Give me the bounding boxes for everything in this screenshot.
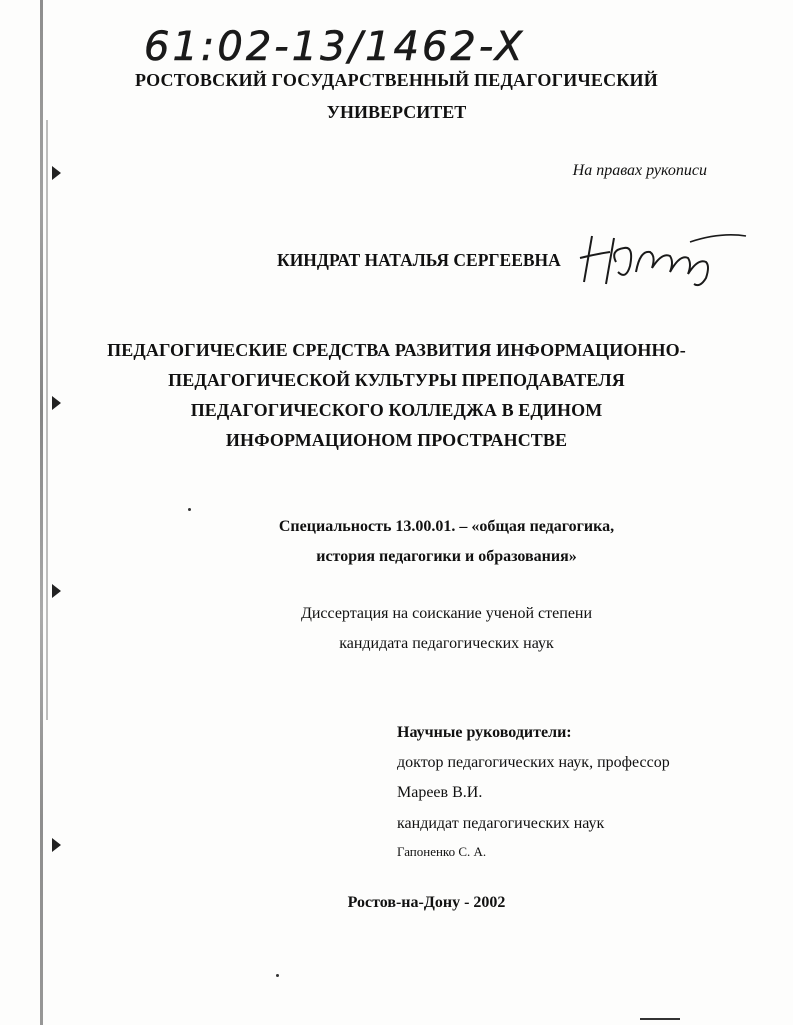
supervisor-line: Мареев В.И. xyxy=(397,784,483,801)
registry-number-text: 61:02-13/1462-X xyxy=(144,24,526,70)
city-year: Ростов-на-Дону - 2002 xyxy=(347,894,506,911)
university-name-line2: УНИВЕРСИТЕТ xyxy=(326,102,467,122)
scan-edge-line xyxy=(40,0,43,1025)
scan-marker-icon xyxy=(52,584,61,598)
supervisor-line: доктор педагогических наук, профессор xyxy=(397,754,670,771)
supervisor-line: Гапоненко С. А. xyxy=(397,844,487,859)
scan-marker-icon xyxy=(52,166,61,180)
dissertation-degree-line: кандидата педагогических наук xyxy=(339,635,554,652)
author-signature xyxy=(570,222,750,294)
university-name-line1: РОСТОВСКИЙ ГОСУДАРСТВЕННЫЙ ПЕДАГОГИЧЕСКИЙ xyxy=(135,70,658,90)
thesis-title-line: ПЕДАГОГИЧЕСКОЙ КУЛЬТУРЫ ПРЕПОДАВАТЕЛЯ xyxy=(168,370,625,390)
thesis-title-line: ИНФОРМАЦИОНОМ ПРОСТРАНСТВЕ xyxy=(225,430,568,450)
supervisor-line: кандидат педагогических наук xyxy=(397,815,605,832)
handwritten-registry-number xyxy=(140,14,540,72)
thesis-title-line: ПЕДАГОГИЧЕСКОГО КОЛЛЕДЖА В ЕДИНОМ xyxy=(190,400,603,420)
scan-marker-icon xyxy=(52,838,61,852)
specialty-line: Специальность 13.00.01. – «общая педагогика, xyxy=(278,518,615,535)
dissertation-degree-line: Диссертация на соискание ученой степени xyxy=(300,605,593,622)
specialty-line: история педагогики и образования» xyxy=(316,548,577,565)
scan-speck xyxy=(640,1018,680,1020)
scan-speck xyxy=(188,508,191,511)
author-name: КИНДРАТ НАТАЛЬЯ СЕРГЕЕВНА xyxy=(277,250,561,270)
manuscript-rights-note: На правах рукописи xyxy=(572,162,707,179)
supervisors-heading: Научные руководители: xyxy=(397,724,572,741)
thesis-title-line: ПЕДАГОГИЧЕСКИЕ СРЕДСТВА РАЗВИТИЯ ИНФОРМАЦИОННО- xyxy=(107,340,686,360)
scan-speck xyxy=(276,974,279,977)
